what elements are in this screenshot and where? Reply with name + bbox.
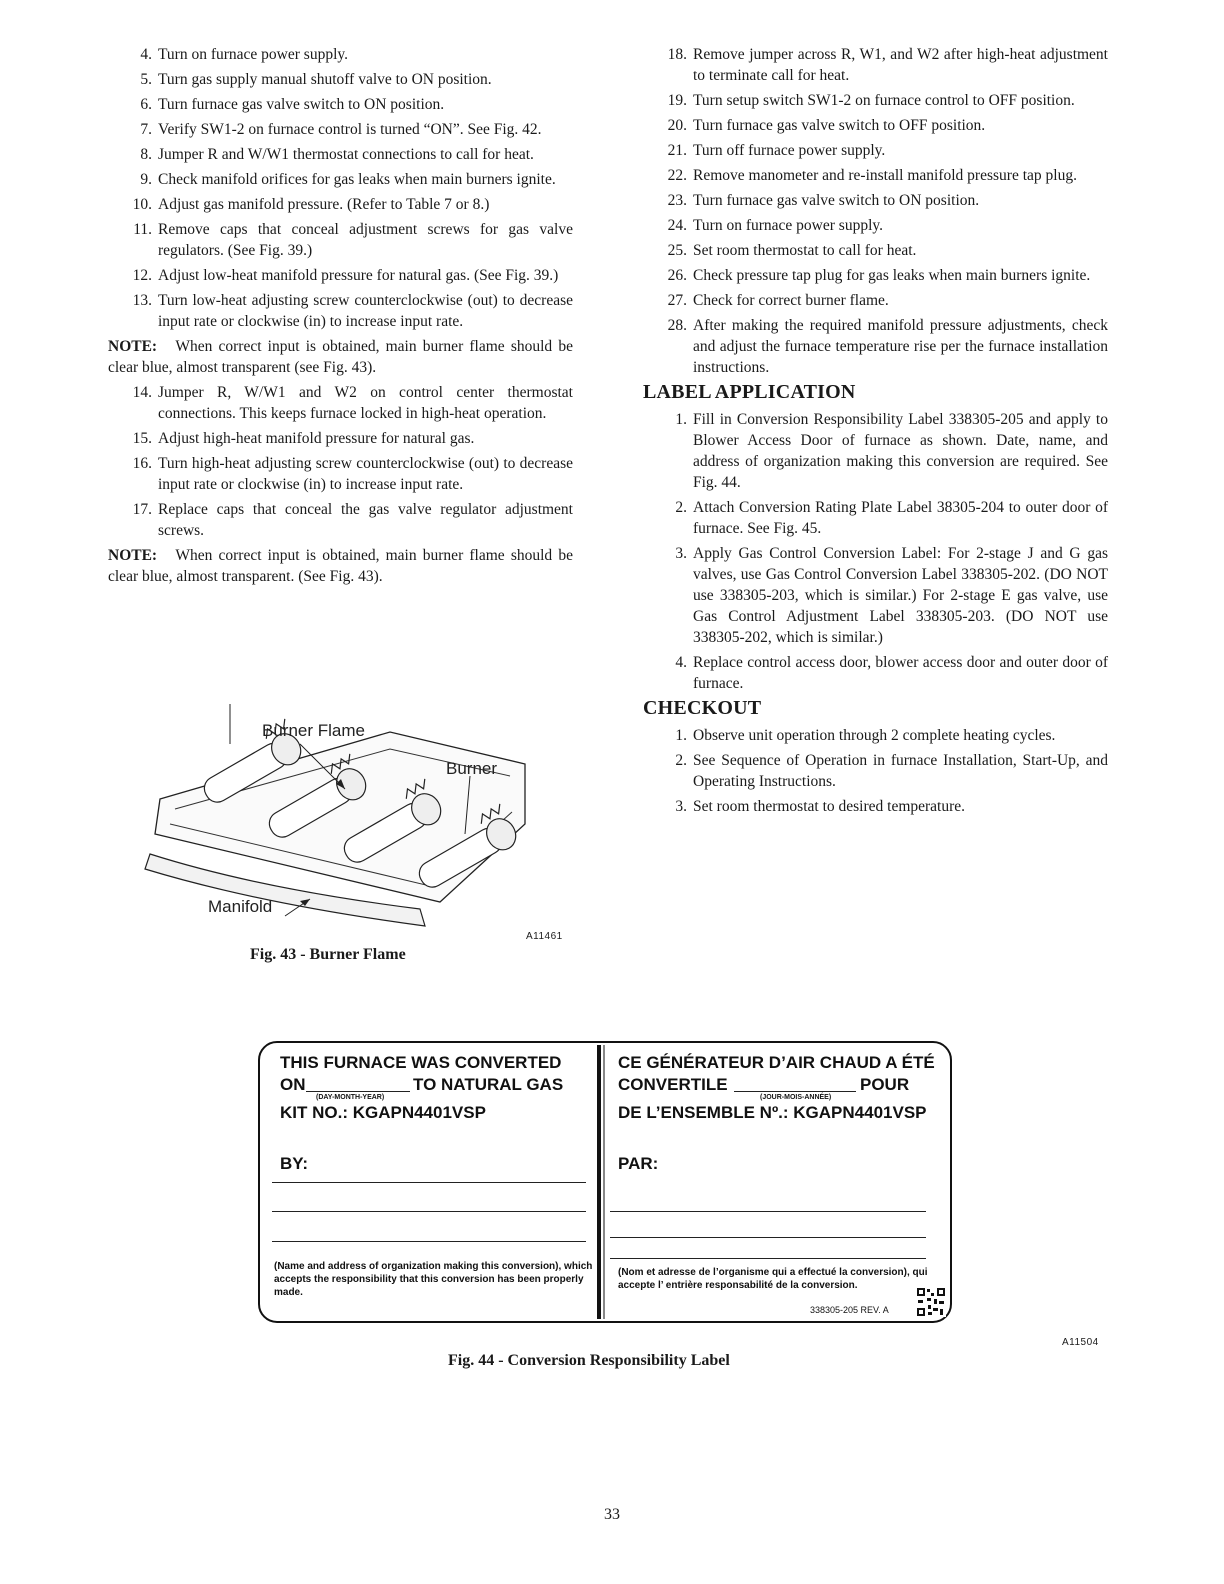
list-item <box>108 453 573 495</box>
list-item <box>643 44 1108 86</box>
en-line-c[interactable] <box>272 1241 586 1242</box>
fr-date-hint: (JOUR-MOIS-ANNÉE) <box>760 1094 832 1101</box>
step-number: 9. <box>140 171 152 188</box>
fig44-code: A11504 <box>1062 1337 1099 1348</box>
en-date-hint: (DAY-MONTH-YEAR) <box>316 1094 385 1101</box>
en-kit: KIT NO.: KGAPN4401VSP <box>280 1103 486 1122</box>
step-text: Apply Gas Control Conversion Label: For 2-stage J and G gas valves, use Gas Control Conversion Label 338305-202. (DO NOT use 338305-203, which is similar.) For 2-stage E gas valve, use Gas Control Adjustment Label 338305-203. (DO NOT use 338305-202, which is similar.) <box>693 545 1108 646</box>
note-2 <box>108 545 573 587</box>
en-line-a[interactable] <box>272 1182 586 1183</box>
conversion-responsibility-label <box>258 1041 952 1323</box>
step-text: Turn furnace gas valve switch to ON position. <box>693 192 980 209</box>
step-text: After making the required manifold pressure adjustments, check and adjust the furnace temperature rise per the furnace installation instructions. <box>693 317 1108 376</box>
step-number: 17. <box>132 501 152 518</box>
list-item <box>643 543 1108 648</box>
step-text: Turn furnace gas valve switch to ON position. <box>158 96 445 113</box>
step-text: Set room thermostat to call for heat. <box>693 242 917 259</box>
list-item <box>108 194 573 215</box>
step-text: Remove jumper across R, W1, and W2 after high-heat adjustment to terminate call for heat. <box>693 46 1108 84</box>
step-text: Turn on furnace power supply. <box>693 217 883 234</box>
qr-code-icon <box>916 1287 946 1317</box>
note-label: NOTE: <box>108 338 158 355</box>
label-application-heading: LABEL APPLICATION <box>643 381 856 403</box>
step-text: Fill in Conversion Responsibility Label 338305-205 and apply to Blower Access Door of furnace as shown. Date, name, and address of organization making this conversion are required. See Fig. 44. <box>693 411 1108 491</box>
en-by: BY: <box>280 1154 309 1173</box>
step-text: Adjust low-heat manifold pressure for natural gas. (See Fig. 39.) <box>158 267 559 284</box>
label-burner: Burner <box>446 759 498 778</box>
list-item <box>643 652 1108 694</box>
step-text: Jumper R and W/W1 thermostat connections to call for heat. <box>158 146 534 163</box>
step-number: 18. <box>667 46 687 63</box>
left-steps-list <box>108 44 573 332</box>
list-item <box>108 219 573 261</box>
step-number: 16. <box>132 455 152 472</box>
fr-pour: POUR <box>860 1075 910 1094</box>
step-number: 23. <box>667 192 687 209</box>
part-number: 338305-205 REV. A <box>810 1305 889 1315</box>
list-item <box>643 165 1108 186</box>
en-to-gas: TO NATURAL GAS <box>413 1075 564 1094</box>
step-number: 25. <box>667 242 687 259</box>
step-text: Turn furnace gas valve switch to OFF position. <box>693 117 986 134</box>
list-item <box>108 94 573 115</box>
list-item <box>108 44 573 65</box>
note-1 <box>108 336 573 378</box>
fr-line1: CE GÉNÉRATEUR D’AIR CHAUD A ÉTÉ <box>618 1053 935 1072</box>
list-item <box>108 69 573 90</box>
figure-43 <box>140 704 580 954</box>
step-number: 5. <box>140 71 152 88</box>
step-number: 8. <box>140 146 152 163</box>
list-item <box>108 499 573 541</box>
step-number: 11. <box>133 221 152 238</box>
step-number: 4. <box>140 46 152 63</box>
step-text: Replace caps that conceal the gas valve regulator adjustment screws. <box>158 501 573 539</box>
list-item <box>108 169 573 190</box>
list-item <box>643 497 1108 539</box>
fr-kit: DE L’ENSEMBLE Nº.: KGAPN4401VSP <box>618 1103 927 1122</box>
list-item <box>643 315 1108 378</box>
list-item <box>643 190 1108 211</box>
fr-line-b[interactable] <box>610 1237 926 1238</box>
en-line-b[interactable] <box>272 1211 586 1212</box>
fr-line-a[interactable] <box>610 1211 926 1212</box>
list-item <box>643 750 1108 792</box>
step-number: 24. <box>667 217 687 234</box>
list-item <box>108 290 573 332</box>
step-number: 20. <box>667 117 687 134</box>
label-manifold: Manifold <box>208 897 273 916</box>
step-number: 26. <box>667 267 687 284</box>
step-number: 21. <box>667 142 687 159</box>
fr-line-c[interactable] <box>610 1258 926 1259</box>
step-number: 3. <box>675 798 687 815</box>
step-text: Turn low-heat adjusting screw counterclockwise (out) to decrease input rate or clockwise (in) to increase input rate. <box>158 292 573 330</box>
list-item <box>108 382 573 424</box>
step-number: 22. <box>667 167 687 184</box>
en-footnote: (Name and address of organization making this conversion), which accepts the responsibility that this conversion has been properly made. <box>274 1261 593 1298</box>
list-item <box>108 144 573 165</box>
note-text: When correct input is obtained, main burner flame should be clear blue, almost transparent. (See Fig. 43). <box>108 547 573 585</box>
list-item <box>108 265 573 286</box>
step-text: Turn on furnace power supply. <box>158 46 348 63</box>
fr-par: PAR: <box>618 1154 659 1173</box>
step-number: 7. <box>140 121 152 138</box>
list-item <box>643 115 1108 136</box>
step-text: Set room thermostat to desired temperature. <box>693 798 966 815</box>
list-item <box>643 90 1108 111</box>
list-item <box>108 428 573 449</box>
step-number: 15. <box>132 430 152 447</box>
step-number: 2. <box>675 499 687 516</box>
step-text: Jumper R, W/W1 and W2 on control center thermostat connections. This keeps furnace locked in high-heat operation. <box>158 384 573 422</box>
step-number: 28. <box>667 317 687 334</box>
step-text: Remove caps that conceal adjustment screws for gas valve regulators. (See Fig. 39.) <box>158 221 573 259</box>
fig43-code: A11461 <box>526 931 563 942</box>
step-text: Attach Conversion Rating Plate Label 38305-204 to outer door of furnace. See Fig. 45. <box>693 499 1108 537</box>
fr-convertile: CONVERTILE <box>618 1075 728 1094</box>
step-text: Turn high-heat adjusting screw counterclockwise (out) to decrease input rate or clockwise (in) to increase input rate. <box>158 455 573 493</box>
en-on: ON <box>280 1075 306 1094</box>
step-number: 2. <box>675 752 687 769</box>
step-number: 4. <box>675 654 687 671</box>
label-burner-flame: Burner Flame <box>262 721 365 740</box>
list-item <box>643 290 1108 311</box>
step-text: Adjust gas manifold pressure. (Refer to Table 7 or 8.) <box>158 196 490 213</box>
step-text: Verify SW1-2 on furnace control is turned “ON”. See Fig. 42. <box>158 121 542 138</box>
step-number: 27. <box>667 292 687 309</box>
note-label: NOTE: <box>108 547 158 564</box>
step-text: See Sequence of Operation in furnace Installation, Start-Up, and Operating Instructions. <box>693 752 1108 790</box>
list-item <box>643 796 1108 817</box>
list-item <box>643 240 1108 261</box>
step-text: Check pressure tap plug for gas leaks when main burners ignite. <box>693 267 1091 284</box>
step-text: Check for correct burner flame. <box>693 292 889 309</box>
step-number: 1. <box>675 411 687 428</box>
page-number: 33 <box>604 1506 620 1523</box>
list-item <box>108 119 573 140</box>
checkout-heading: CHECKOUT <box>643 697 762 719</box>
step-number: 12. <box>132 267 152 284</box>
step-number: 6. <box>140 96 152 113</box>
fig43-caption: Fig. 43 - Burner Flame <box>250 946 406 963</box>
step-number: 1. <box>675 727 687 744</box>
step-text: Turn off furnace power supply. <box>693 142 886 159</box>
step-text: Replace control access door, blower access door and outer door of furnace. <box>693 654 1108 692</box>
list-item <box>643 725 1108 746</box>
list-item <box>643 215 1108 236</box>
fig44-caption: Fig. 44 - Conversion Responsibility Label <box>448 1352 730 1369</box>
step-number: 19. <box>667 92 687 109</box>
right-steps-list <box>643 44 1108 378</box>
step-number: 13. <box>132 292 152 309</box>
step-text: Turn setup switch SW1-2 on furnace control to OFF position. <box>693 92 1075 109</box>
step-number: 14. <box>132 384 152 401</box>
step-text: Remove manometer and re-install manifold pressure tap plug. <box>693 167 1077 184</box>
list-item <box>643 409 1108 493</box>
en-line1: THIS FURNACE WAS CONVERTED <box>280 1053 562 1072</box>
fr-footnote: (Nom et adresse de l’organisme qui a effectué la conversion), qui accepte l’ entrière responsabilité de la conversion. <box>618 1267 928 1291</box>
list-item <box>643 140 1108 161</box>
checkout-steps <box>643 725 1108 817</box>
left-steps-list-2 <box>108 382 573 541</box>
label-application-steps <box>643 409 1108 694</box>
list-item <box>643 265 1108 286</box>
step-text: Adjust high-heat manifold pressure for natural gas. <box>158 430 475 447</box>
step-text: Check manifold orifices for gas leaks when main burners ignite. <box>158 171 556 188</box>
step-text: Observe unit operation through 2 complete heating cycles. <box>693 727 1056 744</box>
burner-flame-illustration <box>140 704 580 954</box>
right-column <box>643 44 1108 821</box>
step-text: Turn gas supply manual shutoff valve to ON position. <box>158 71 492 88</box>
left-column <box>108 44 573 591</box>
step-number: 3. <box>675 545 687 562</box>
step-number: 10. <box>132 196 152 213</box>
note-text: When correct input is obtained, main burner flame should be clear blue, almost transparent (see Fig. 43). <box>108 338 573 376</box>
